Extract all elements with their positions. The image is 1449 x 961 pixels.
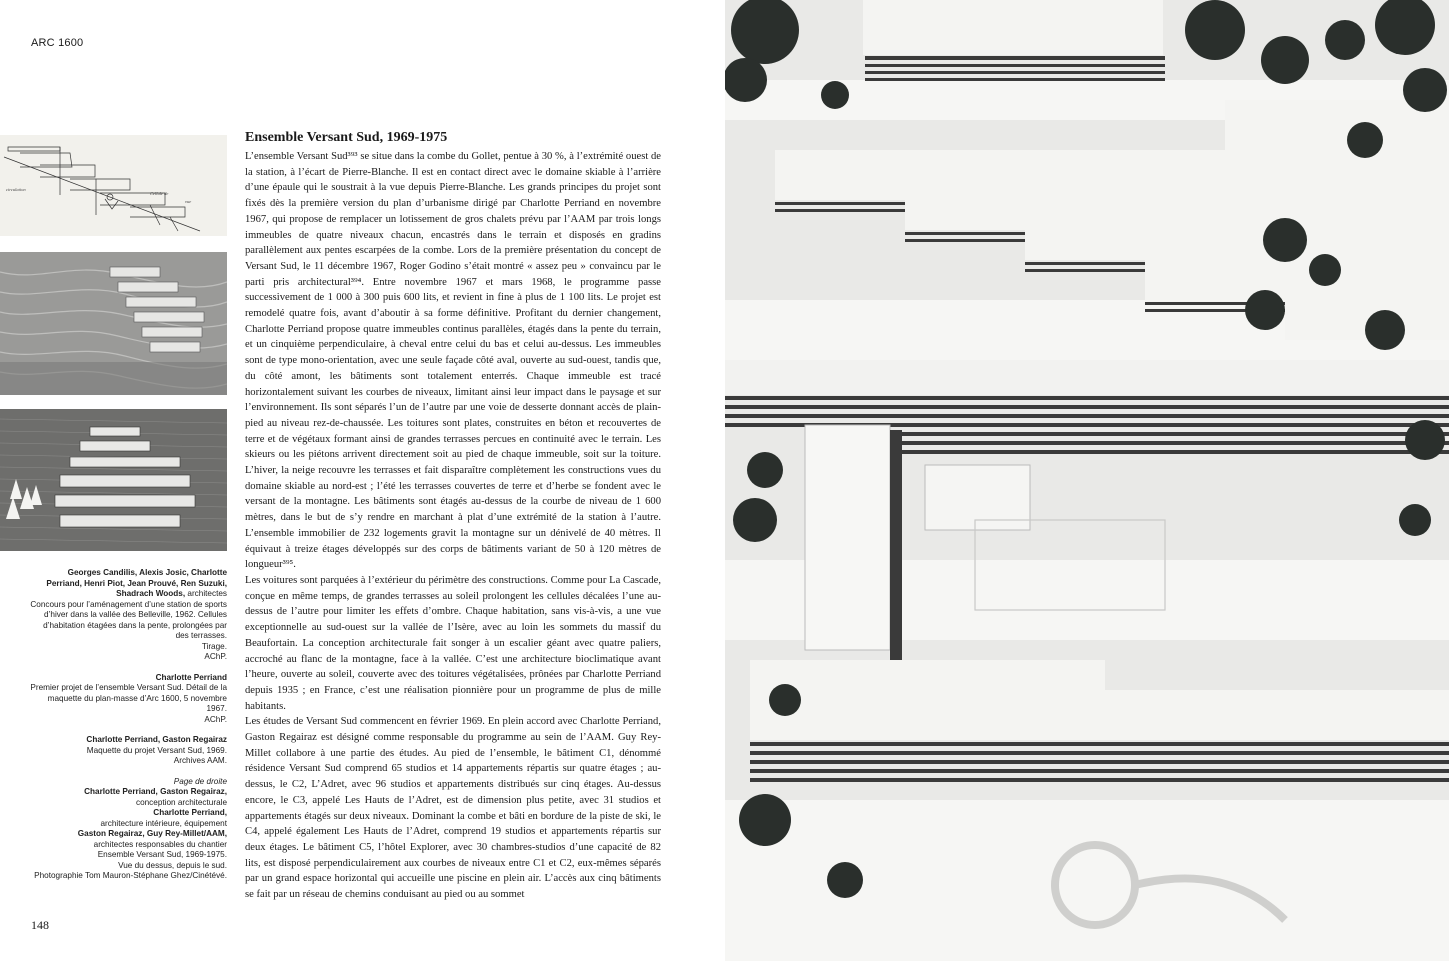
- versant-sud-model-image: [0, 409, 227, 551]
- caption-2-text: Premier projet de l’ensemble Versant Sud. Détail de la maquette du plan-masse d’Arc 1600, 5 novembre 1967.: [30, 683, 227, 713]
- aerial-photo-image: [725, 0, 1449, 961]
- caption-1-text: Concours pour l’aménagement d’une station de sports d’hiver dans la vallée des Belleville, 1962. Cellules d’habitation étagées dans la pente, prolongées par des terrasses.: [30, 599, 227, 640]
- caption-4-label: Page de droite: [173, 776, 227, 786]
- sketch-label: circulation: [6, 187, 26, 192]
- article-title: Ensemble Versant Sud, 1969-1975: [245, 130, 448, 145]
- article-paragraph: L’ensemble Versant Sud³⁹³ se situe dans la combe du Gollet, pentue à 30 %, à l’extrémité ouest de la station, à l’écart de Pierre-Blanche. Il est en contact direct avec le domaine skiable à l’arrière d’une épaule qui le soustrait à la vue depuis Pierre-Blanche. Les grands principes du projet sont fixés dès la première version du plan d’urbanisme dirigé par Charlotte Perriand en novembre 1967, qui propose de remplacer un lotissement de gros chalets prévu par l’AAM par trois longs immeubles de quatre niveaux chacun, encastrés dans le terrain et disposés en gradins parallèlement aux pentes escarpées de la combe. Lors de la première présentation du concept de Versant Sud, le 11 décembre 1967, Roger Godino s’était montré « assez peu » convaincu par le parti pris architectural³⁹⁴. Entre novembre 1967 et mars 1968, le programme passe successivement de 1 000 à 300 puis 600 lits, et revient in fine à plus de 1 100 lits. Le projet est remodelé quatre fois, avant d’aboutir à sa forme définitive. Profitant du dernier changement, Charlotte Perriand propose quatre immeubles continus parallèles, étagés dans la pente du terrain, et un cinquième perpendiculaire, à cheval entre celui du bas et celui au-dessus. Les immeubles sont de type mono-orientation, avec une seule façade côté aval, ouverte au sud-ouest, tandis que, du côté amont, les bâtiments sont totalement enterrés. Chaque immeuble est tracé horizontalement suivant les courbes de niveaux, limitant ainsi leur impact dans le paysage et sur l’environnement. Ils sont séparés l’un de l’autre par une voie de desserte donnant accès de plain-pied au niveau rez-de-chaussée. Les toitures sont plates, construites en béton et recouvertes de terre et de végétaux formant ainsi de grandes terrasses percues en continuité avec le terrain. Les skieurs ou les piétons arrivent directement soit au pied de chaque immeuble, soit sur la toiture. L’hiver, la neige recouvre les terrasses et fait disparaître complètement les constructions vues du domaine skiable au nord-est ; l’été les terrasses couvertes de terre et d’herbe se fondent avec le versant de la montagne. Les bâtiments sont étagés au-dessus de la courbe de niveau de 1 600 mètres, dans le but de s’y rendre en marchant à plat d’une extrémité de la station à l’autre. L’ensemble immobilier de 232 logements gravit la montagne sur un dénivelé de 40 mètres. Il équivaut à treize étages développés sur des corps de bâtiments variant de 50 à 120 mètres de longueur³⁹⁵.: [245, 151, 661, 571]
- caption-4-author: Charlotte Perriand,: [153, 808, 227, 817]
- caption-4-view: Vue du dessus, depuis le sud.: [118, 860, 227, 870]
- article-paragraph: Les études de Versant Sud commencent en février 1969. En plein accord avec Charlotte Perriand, Gaston Regairaz est désigné comme responsable du programme au sein de l’AAM. Guy Rey-Millet collabore à une partie des études. Au pied de l’ensemble, le bâtiment C1, dénommé résidence Versant Sud comprend 65 studios et 14 appartements répartis sur quatre étages ; au-dessus, le C2, L’Adret, avec 96 studios et appartements distribués sur cinq étages. Au-dessus encore, le C3, appelé Les Hauts de l’Adret, est de dimension plus petite, avec 31 studios et appartements étagés sur deux niveaux. Dominant la combe et bâti en bordure de la piste de ski, le C4, appelé également Les Hauts de l’Adret, comprend 19 studios et appartements répartis sur deux étages. Le bâtiment C5, l’hôtel Explorer, avec 30 chambres-studios d’une capacité de 82 lits, est disposé perpendiculairement aux courbes de niveaux entre C1 et C2, eux-mêmes séparés par un grand espace horizontal qui accueille une piscine en plein air. L’accès aux cinq bâtiments se fait par un réseau de chemins conduisant au pied ou au sommet: [245, 716, 661, 901]
- caption-1: Georges Candilis, Alexis Josic, Charlotte Perriand, Henri Piot, Jean Prouvé, Ren Suzuki, Shadrach Woods, architectes: [46, 568, 227, 598]
- caption-2-source: AChP.: [204, 714, 227, 724]
- section-sketch-figure: [0, 135, 227, 236]
- plan-model-photo: [0, 252, 227, 395]
- aerial-photograph: [725, 0, 1449, 961]
- caption-1-source: AChP.: [204, 652, 227, 661]
- section-sketch-drawing: [0, 135, 227, 236]
- caption-3-text: Maquette du projet Versant Sud, 1969.: [86, 745, 227, 755]
- caption-2-author: Charlotte Perriand: [155, 672, 227, 682]
- plan-model-image: [0, 252, 227, 395]
- caption-4-role: conception architecturale: [135, 797, 227, 807]
- running-head: ARC 1600: [31, 37, 84, 49]
- caption-3-source: Archives AAM.: [173, 756, 227, 765]
- caption-1-tirage: Tirage.: [201, 641, 227, 651]
- page-number: 148: [31, 918, 49, 932]
- caption-4-role: architecture intérieure, équipement: [100, 818, 227, 828]
- figure-captions: [30, 568, 227, 882]
- caption-3-author: Charlotte Perriand, Gaston Regairaz: [86, 735, 227, 744]
- article-body: [245, 149, 661, 903]
- sketch-label: vue: [185, 199, 192, 204]
- article-paragraph: Les voitures sont parquées à l’extérieur du périmètre des constructions. Comme pour La Cascade, conçue en même temps, de grandes terrasses au soleil prolongent les cellules décalées l’une au-dessus de l’autre pour limiter les effets d’ombre. Chaque habitation, sans vis-à-vis, a une vue exceptionnelle au sud-ouest sur la vallée de l’Isère, avec au loin les sommets du massif du Beaufortain. La conception architecturale fait songer à un escalier géant avec quatre paliers, accroché au flanc de la montagne, face à la vallée. C’est une architecture bioclimatique avant l’heure, ouverte au soleil, couverte avec des toitures végétalisées, prônées par Charlotte Perriand depuis 1935 ; en France, c’est une réalisation pionnière pour un programme de plus de mille habitants.: [245, 574, 661, 712]
- caption-4-role: architectes responsables du chantier: [93, 839, 227, 849]
- caption-4-author: Gaston Regairaz, Guy Rey-Millet/AAM,: [77, 829, 227, 838]
- article: [245, 130, 661, 903]
- sketch-label: Cellule de: [150, 191, 169, 196]
- versant-sud-model-photo: [0, 409, 227, 551]
- caption-4-title: Ensemble Versant Sud, 1969-1975.: [97, 850, 227, 859]
- caption-4-author: Charlotte Perriand, Gaston Regairaz,: [84, 787, 227, 796]
- caption-4-credit: Photographie Tom Mauron-Stéphane Ghez/Cinétévé.: [34, 871, 227, 880]
